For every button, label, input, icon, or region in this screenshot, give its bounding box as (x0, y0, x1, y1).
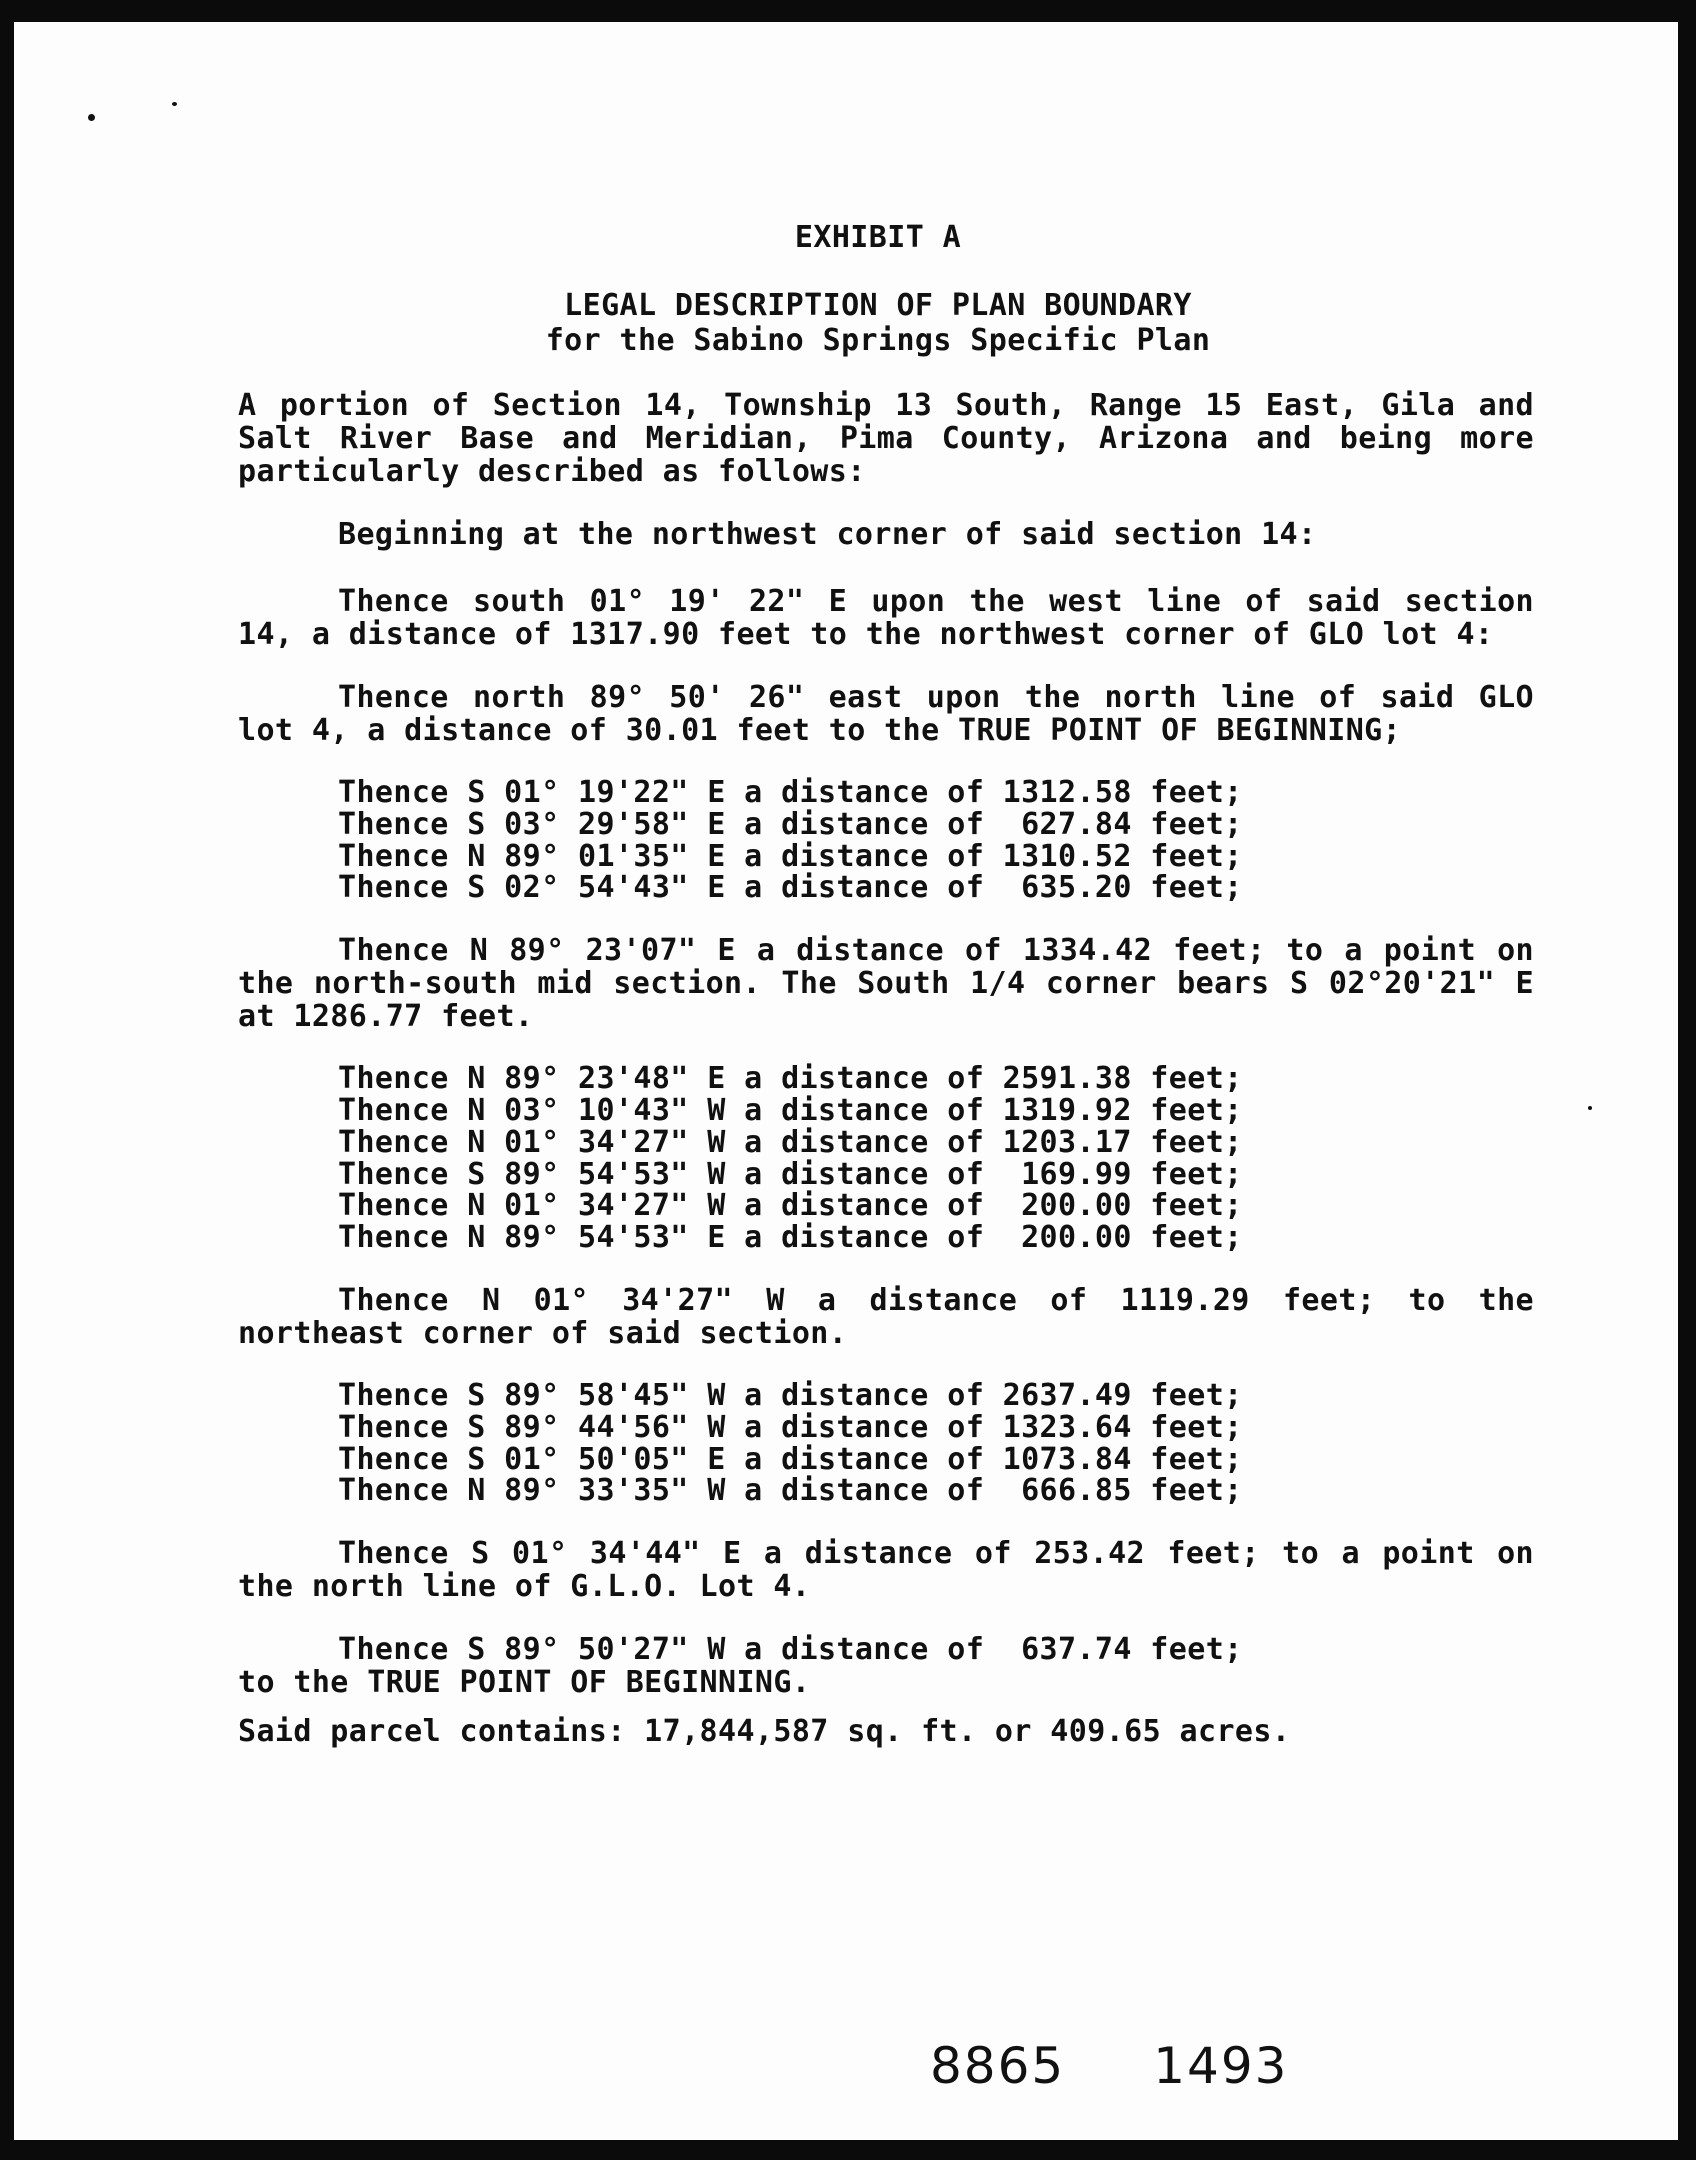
courses-group-2 (238, 1063, 1538, 1254)
paragraph-1: Thence south 01° 19' 22" E upon the west line of said section 14, a distance of 1317.90 feet to the northwest corner of GLO lot 4: (238, 584, 1534, 652)
page-footer-numbers (930, 2037, 1377, 2095)
courses-group-3 (238, 1377, 1538, 1509)
course-line: Thence S 01° 19'22" E a distance of 1312.58 feet; (338, 775, 1243, 810)
course-line: Thence N 01° 34'27" W a distance of 200.00 feet; (338, 1188, 1243, 1224)
course-line: Thence S 02° 54'43" E a distance of 635.20 feet; (338, 870, 1243, 906)
speck-mark (88, 114, 95, 121)
course-line: Thence S 89° 58'45" W a distance of 2637.49 feet; (338, 1377, 1243, 1413)
course-line: Thence S 03° 29'58" E a distance of 627.84 feet; (338, 806, 1243, 842)
paragraph-3: Thence N 89° 23'07" E a distance of 1334.42 feet; to a point on the north-south mid section. The South 1/4 corner bears S 02°20'21" E at 1286.77 feet. (238, 933, 1534, 1035)
beginning-paragraph: Beginning at the northwest corner of said section 14: (338, 517, 1317, 552)
document-heading: LEGAL DESCRIPTION OF PLAN BOUNDARY (564, 288, 1192, 323)
courses-group-1 (238, 777, 1538, 904)
course-line: Thence N 03° 10'43" W a distance of 1319.92 feet; (338, 1092, 1243, 1128)
course-line: Thence S 89° 54'53" W a distance of 169.99 feet; (338, 1156, 1243, 1192)
intro-paragraph: A portion of Section 14, Township 13 South, Range 15 East, Gila and Salt River Base and Meridian, Pima County, Arizona and being more particularly described as follows: (238, 388, 1534, 489)
course-line: Thence N 89° 54'53" E a distance of 200.00 feet; (338, 1220, 1243, 1256)
paragraph-5: Thence S 01° 34'44" E a distance of 253.42 feet; to a point on the north line of G.L.O. Lot 4. (238, 1536, 1534, 1605)
course-line: Thence S 01° 50'05" E a distance of 1073.84 feet; (338, 1441, 1243, 1477)
document-page (14, 22, 1678, 2140)
course-line: Thence S 89° 44'56" W a distance of 1323.64 feet; (338, 1409, 1243, 1445)
document-subheading: for the Sabino Springs Specific Plan (545, 323, 1211, 358)
paragraph-2: Thence north 89° 50' 26" east upon the north line of said GLO lot 4, a distance of 30.01 feet to the TRUE POINT OF BEGINNING; (238, 680, 1534, 748)
document-body (238, 198, 1538, 1748)
paragraph-6 (238, 1633, 1534, 1699)
course-line: Thence N 89° 23'48" E a distance of 2591.38 feet; (338, 1061, 1243, 1097)
paragraph-6-line-2: to the TRUE POINT OF BEGINNING. (238, 1665, 811, 1701)
course-line: Thence N 01° 34'27" W a distance of 1203.17 feet; (338, 1124, 1243, 1160)
course-line: Thence N 89° 33'35" W a distance of 666.85 feet; (338, 1473, 1243, 1509)
paragraph-4: Thence N 01° 34'27" W a distance of 1119.29 feet; to the northeast corner of said section. (238, 1282, 1534, 1351)
exhibit-title: EXHIBIT A (794, 220, 962, 255)
footer-number-2: 1493 (1153, 2037, 1289, 2095)
parcel-area-statement: Said parcel contains: 17,844,587 sq. ft. or 409.65 acres. (238, 1714, 1291, 1750)
course-line: Thence N 89° 01'35" E a distance of 1310.52 feet; (338, 838, 1243, 874)
paragraph-6-line-1: Thence S 89° 50'27" W a distance of 637.74 feet; (338, 1632, 1243, 1668)
speck-mark (1588, 1106, 1592, 1110)
footer-number-1: 8865 (930, 2037, 1066, 2095)
speck-mark (172, 102, 177, 106)
